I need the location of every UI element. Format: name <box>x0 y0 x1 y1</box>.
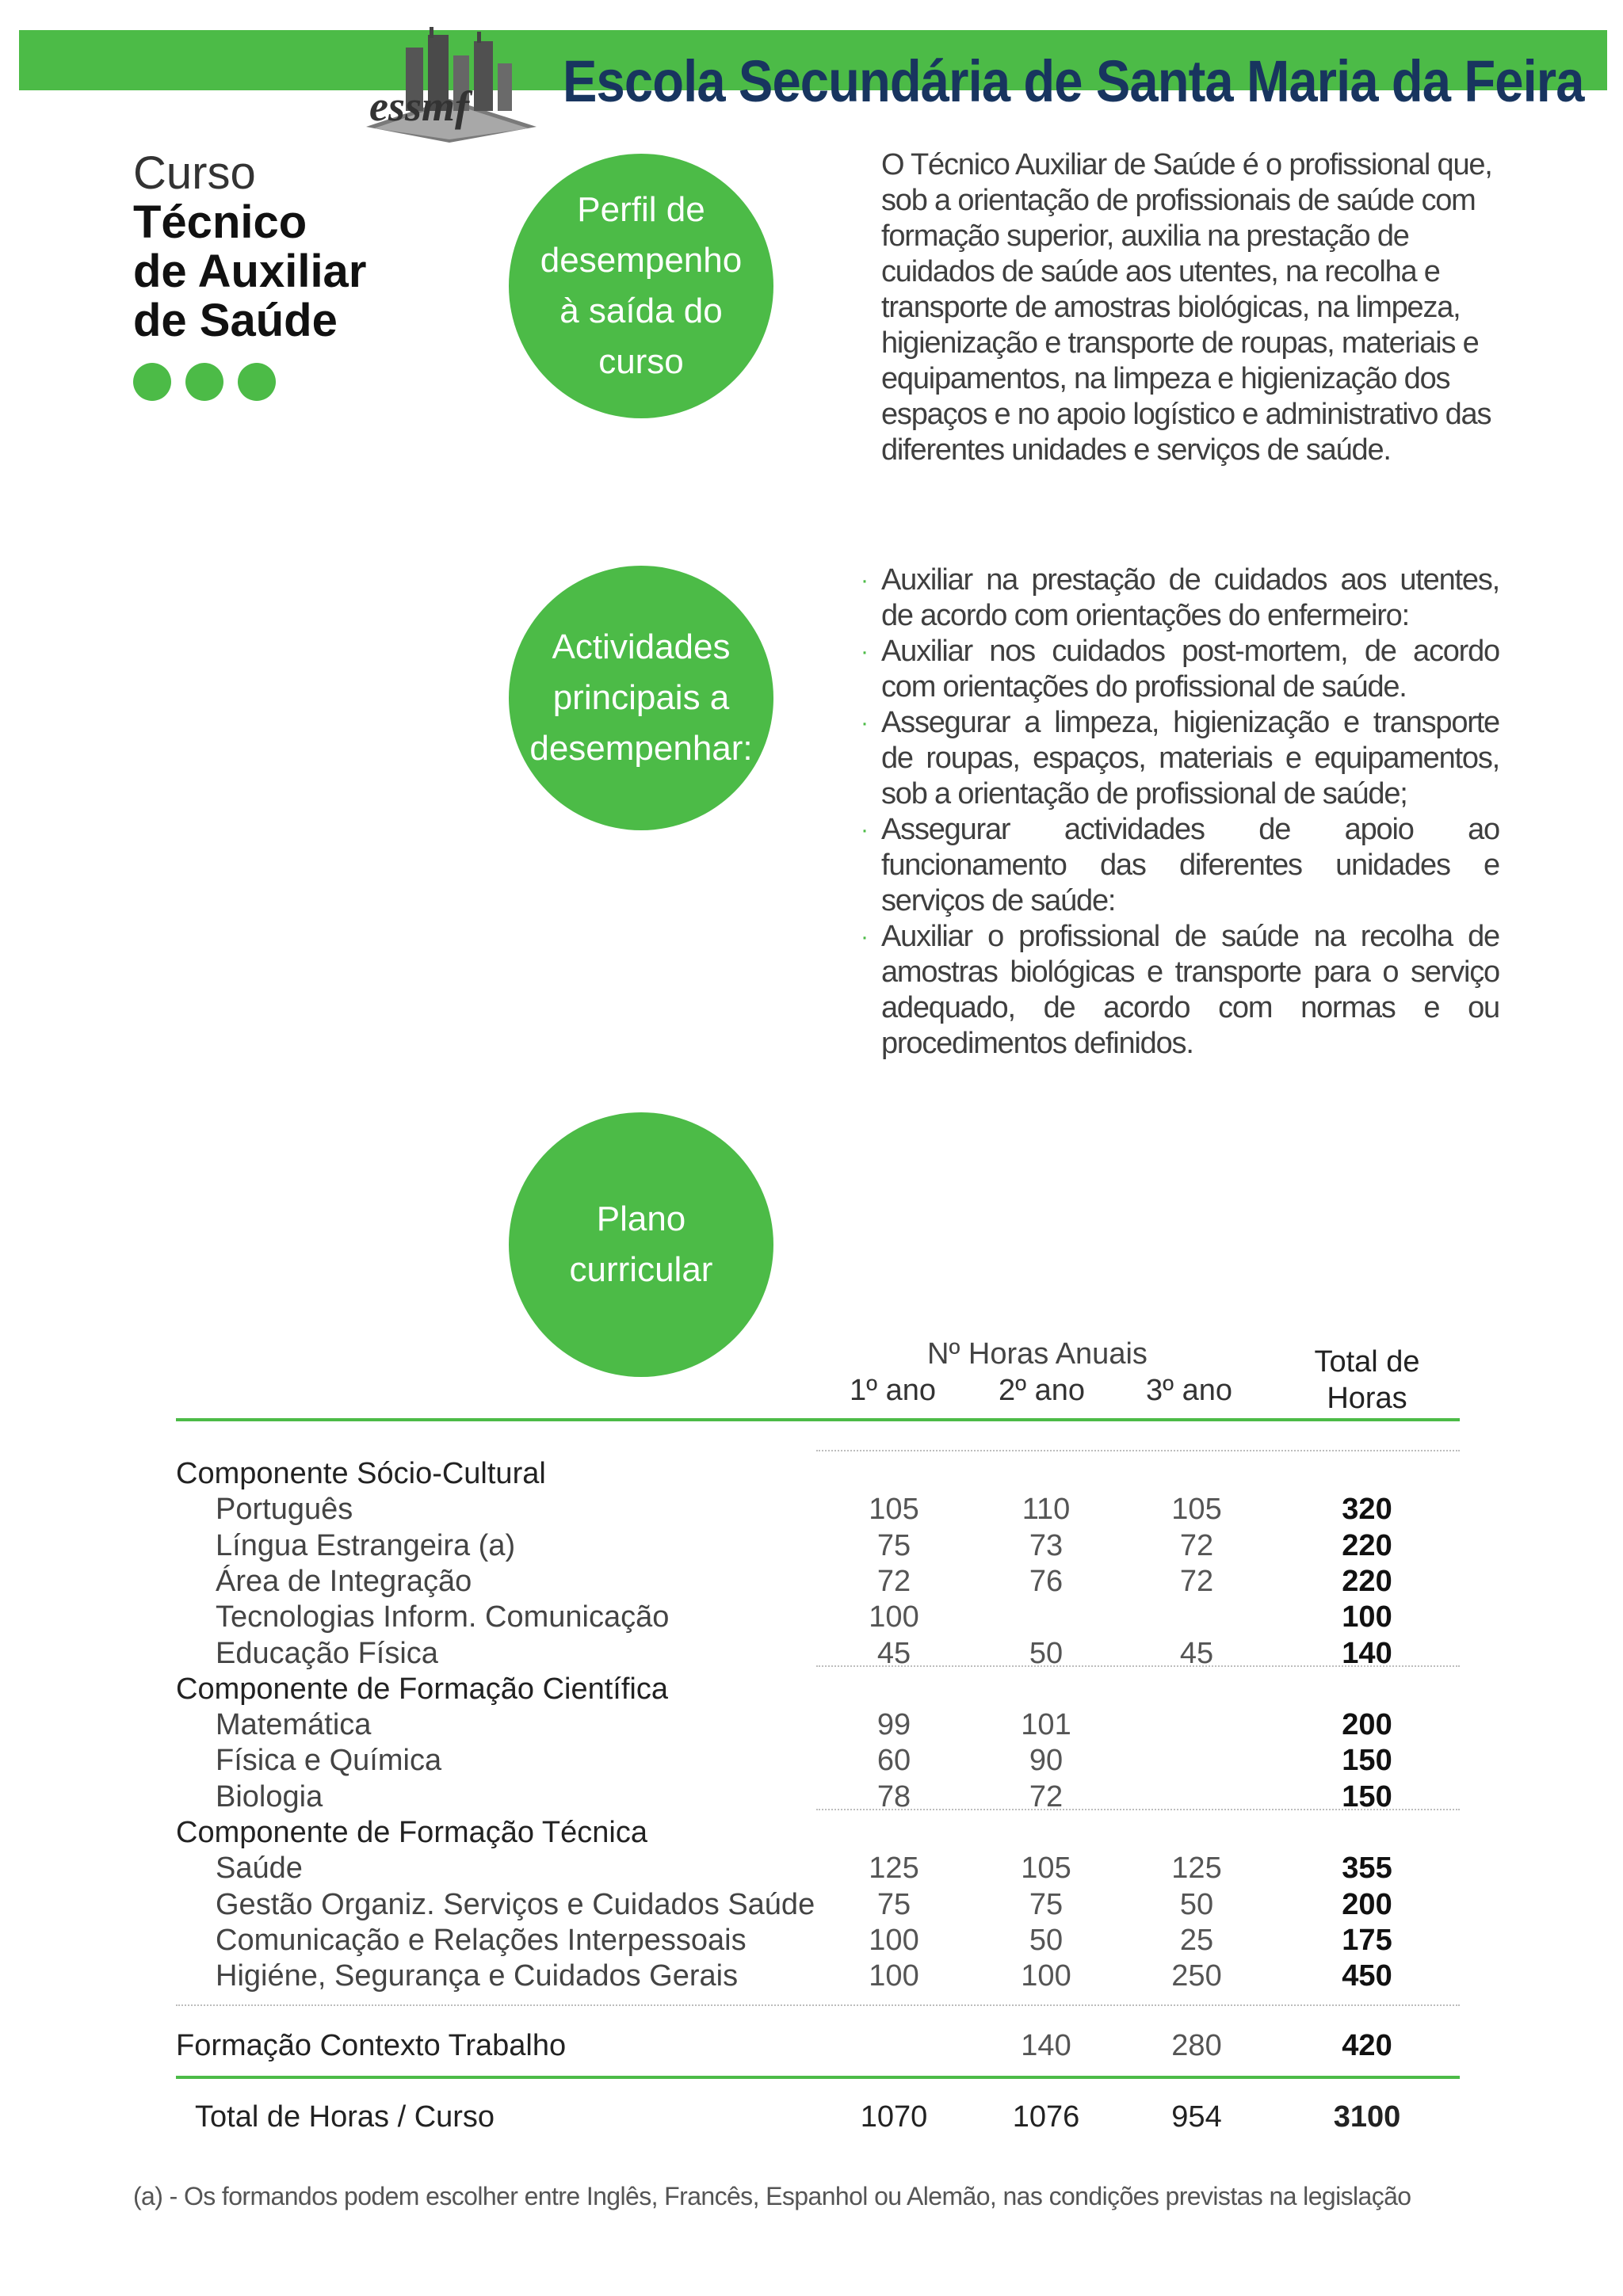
year2-hours: 101 <box>1021 1708 1071 1742</box>
activity-text: Auxiliar nos cuidados post-mortem, de acordo com orientações do profissional de saúde. <box>881 635 1499 704</box>
total-hours: 450 <box>1342 1959 1392 1993</box>
year3-hours: 72 <box>1179 1564 1214 1598</box>
decorative-dots <box>133 363 276 401</box>
activity-text: Auxiliar o profissional de saúde na recolha de amostras biológicas e transporte para o serviço adequado, de acordo com normas e ou procedimentos definidos. <box>881 920 1499 1060</box>
school-logo <box>350 24 548 151</box>
total-hours: 220 <box>1342 1528 1392 1562</box>
table-row <box>0 1815 1623 1851</box>
year2-hours: 75 <box>1029 1887 1064 1921</box>
activities-heading-line: principais a <box>552 678 730 717</box>
total-hours: 355 <box>1342 1852 1392 1886</box>
activities-list <box>861 563 1499 1062</box>
row-label: Saúde <box>216 1852 303 1886</box>
year3-hours: 280 <box>1171 2029 1222 2062</box>
year2-hours: 100 <box>1021 1959 1071 1993</box>
table-row <box>0 1456 1623 1492</box>
bullet-icon: · <box>861 924 868 950</box>
table-row <box>0 1923 1623 1958</box>
row-label: Área de Integração <box>216 1564 472 1598</box>
year1-hours: 105 <box>869 1493 919 1527</box>
profile-heading-line: desempenho <box>540 241 743 280</box>
year1-hours: 75 <box>876 1887 911 1921</box>
year1-hours: 60 <box>876 1744 911 1778</box>
year3-hours: 50 <box>1179 1887 1214 1921</box>
activities-heading-line: desempenhar: <box>529 729 753 768</box>
table-row <box>0 1492 1623 1527</box>
list-item <box>861 634 1499 705</box>
activities-heading-circle <box>509 566 773 830</box>
total-hours: 150 <box>1342 1744 1392 1778</box>
profile-text: O Técnico Auxiliar de Saúde é o profissional que, sob a orientação de profissionais de saúde com formação superior, auxilia na prestação de cuidados de saúde aos utentes, na recolha e transporte de amostras biológicas, na limpeza, higienização e transporte de roupas, materiais e equipamentos, na limpeza e higienização dos espaços e no apoio logístico e administrativo das diferentes unidades e serviços de saúde. <box>881 148 1492 467</box>
total-hours: 175 <box>1342 1923 1392 1957</box>
profile-heading-line: à saída do <box>559 292 723 330</box>
row-label: Formação Contexto Trabalho <box>176 2029 567 2062</box>
row-label: Comunicação e Relações Interpessoais <box>216 1923 747 1957</box>
activity-text: Auxiliar na prestação de cuidados aos utentes, de acordo com orientações do enfermeiro: <box>881 563 1499 632</box>
row-label: Componente de Formação Técnica <box>176 1816 647 1849</box>
year2-hours: 1076 <box>1012 2100 1080 2134</box>
row-label: Higiéne, Segurança e Cuidados Gerais <box>216 1959 739 1993</box>
table-row <box>0 1600 1623 1635</box>
table-row <box>0 1958 1623 1994</box>
year1-hours: 100 <box>869 1959 919 1993</box>
row-label: Gestão Organiz. Serviços e Cuidados Saúde <box>216 1887 815 1921</box>
dot-icon <box>238 363 276 401</box>
row-label: Educação Física <box>216 1636 438 1670</box>
list-item <box>861 919 1499 1062</box>
activity-text: Assegurar actividades de apoio ao funcionamento das diferentes unidades e serviços de saúde: <box>881 813 1499 917</box>
year2-hours: 110 <box>1022 1493 1071 1527</box>
year2-hours: 90 <box>1029 1744 1064 1778</box>
row-label: Total de Horas / Curso <box>195 2100 495 2134</box>
table-row <box>0 2028 1623 2064</box>
table-header-rule <box>176 1418 1460 1421</box>
course-title-line4: de Saúde <box>133 295 338 346</box>
year2-hours: 50 <box>1029 1636 1064 1670</box>
table-header-year1: 1º ano <box>850 1374 936 1407</box>
table-row <box>0 2100 1623 2135</box>
table-row <box>0 1564 1623 1600</box>
total-hours: 200 <box>1342 1887 1392 1921</box>
table-header-hours: Nº Horas Anuais <box>927 1337 1148 1371</box>
table-row <box>0 1743 1623 1779</box>
list-item <box>861 705 1499 812</box>
row-label: Português <box>216 1493 353 1527</box>
table-header-total <box>1284 1344 1450 1417</box>
table-header-total-line2: Horas <box>1327 1382 1407 1415</box>
total-hours: 420 <box>1342 2029 1392 2062</box>
year1-hours: 100 <box>869 1923 919 1957</box>
activity-text: Assegurar a limpeza, higienização e transporte de roupas, espaços, materiais e equipamentos, sob a orientação de profissional de saúde; <box>881 706 1499 810</box>
list-item <box>861 563 1499 634</box>
section-divider <box>816 1665 1460 1667</box>
dot-icon <box>133 363 171 401</box>
year2-hours: 140 <box>1021 2029 1071 2062</box>
table-row <box>0 1851 1623 1886</box>
year3-hours: 954 <box>1171 2100 1222 2134</box>
year2-hours: 73 <box>1029 1528 1064 1562</box>
bullet-icon: · <box>861 817 868 843</box>
logo-text: essmf <box>369 82 469 130</box>
plan-heading-line: curricular <box>569 1250 713 1289</box>
year3-hours: 72 <box>1179 1528 1214 1562</box>
year2-hours: 50 <box>1029 1923 1064 1957</box>
year1-hours: 1070 <box>860 2100 928 2134</box>
row-label: Componente Sócio-Cultural <box>176 1457 546 1490</box>
table-row <box>0 1887 1623 1923</box>
table-row <box>0 1672 1623 1707</box>
year3-hours: 250 <box>1171 1959 1222 1993</box>
year3-hours: 125 <box>1171 1852 1222 1886</box>
total-hours: 3100 <box>1333 2100 1401 2134</box>
total-hours: 220 <box>1342 1564 1392 1598</box>
year3-hours: 105 <box>1171 1493 1222 1527</box>
section-divider <box>816 1450 1460 1451</box>
year2-hours: 72 <box>1029 1779 1064 1814</box>
year2-hours: 105 <box>1021 1852 1071 1886</box>
total-hours: 320 <box>1342 1493 1392 1527</box>
profile-heading-line: Perfil de <box>577 190 705 229</box>
table-header-total-line1: Total de <box>1314 1345 1420 1379</box>
total-hours: 200 <box>1342 1708 1392 1742</box>
year1-hours: 45 <box>876 1636 911 1670</box>
year3-hours: 25 <box>1179 1923 1214 1957</box>
total-hours: 150 <box>1342 1779 1392 1814</box>
activities-heading-line: Actividades <box>552 627 731 666</box>
bullet-icon: · <box>861 639 868 665</box>
list-item <box>861 812 1499 919</box>
footnote: (a) - Os formandos podem escolher entre Inglês, Francês, Espanhol ou Alemão, nas condições previstas na legislação <box>133 2182 1411 2210</box>
total-rule <box>176 2076 1460 2079</box>
year1-hours: 78 <box>876 1779 911 1814</box>
profile-heading-circle <box>509 154 773 418</box>
school-name: Escola Secundária de Santa Maria da Feira <box>563 48 1584 114</box>
total-hours: 100 <box>1342 1600 1392 1634</box>
bullet-icon: · <box>861 710 868 736</box>
year1-hours: 100 <box>869 1600 919 1634</box>
row-label: Componente de Formação Científica <box>176 1672 668 1706</box>
row-label: Física e Química <box>216 1744 442 1778</box>
plan-heading-line: Plano <box>596 1199 686 1238</box>
section-divider <box>176 2004 1460 2006</box>
year1-hours: 72 <box>876 1564 911 1598</box>
table-header-year2: 2º ano <box>999 1374 1085 1407</box>
bullet-icon: · <box>861 567 868 593</box>
course-title-line2: Técnico <box>133 196 307 248</box>
section-divider <box>816 1809 1460 1810</box>
year1-hours: 75 <box>876 1528 911 1562</box>
row-label: Matemática <box>216 1708 372 1742</box>
year1-hours: 125 <box>869 1852 919 1886</box>
row-label: Biologia <box>216 1779 323 1814</box>
table-header-year3: 3º ano <box>1146 1374 1232 1407</box>
year2-hours: 76 <box>1029 1564 1064 1598</box>
table-row <box>0 1528 1623 1564</box>
table-row <box>0 1707 1623 1743</box>
row-label: Língua Estrangeira (a) <box>216 1528 516 1562</box>
course-title-line3: de Auxiliar <box>133 246 367 297</box>
course-title <box>133 149 366 345</box>
year3-hours: 45 <box>1179 1636 1214 1670</box>
year1-hours: 99 <box>876 1708 911 1742</box>
course-title-line1: Curso <box>133 147 256 199</box>
total-hours: 140 <box>1342 1636 1392 1670</box>
dot-icon <box>185 363 223 401</box>
row-label: Tecnologias Inform. Comunicação <box>216 1600 670 1634</box>
plan-heading-circle <box>509 1112 773 1377</box>
profile-heading-line: curso <box>598 342 684 381</box>
